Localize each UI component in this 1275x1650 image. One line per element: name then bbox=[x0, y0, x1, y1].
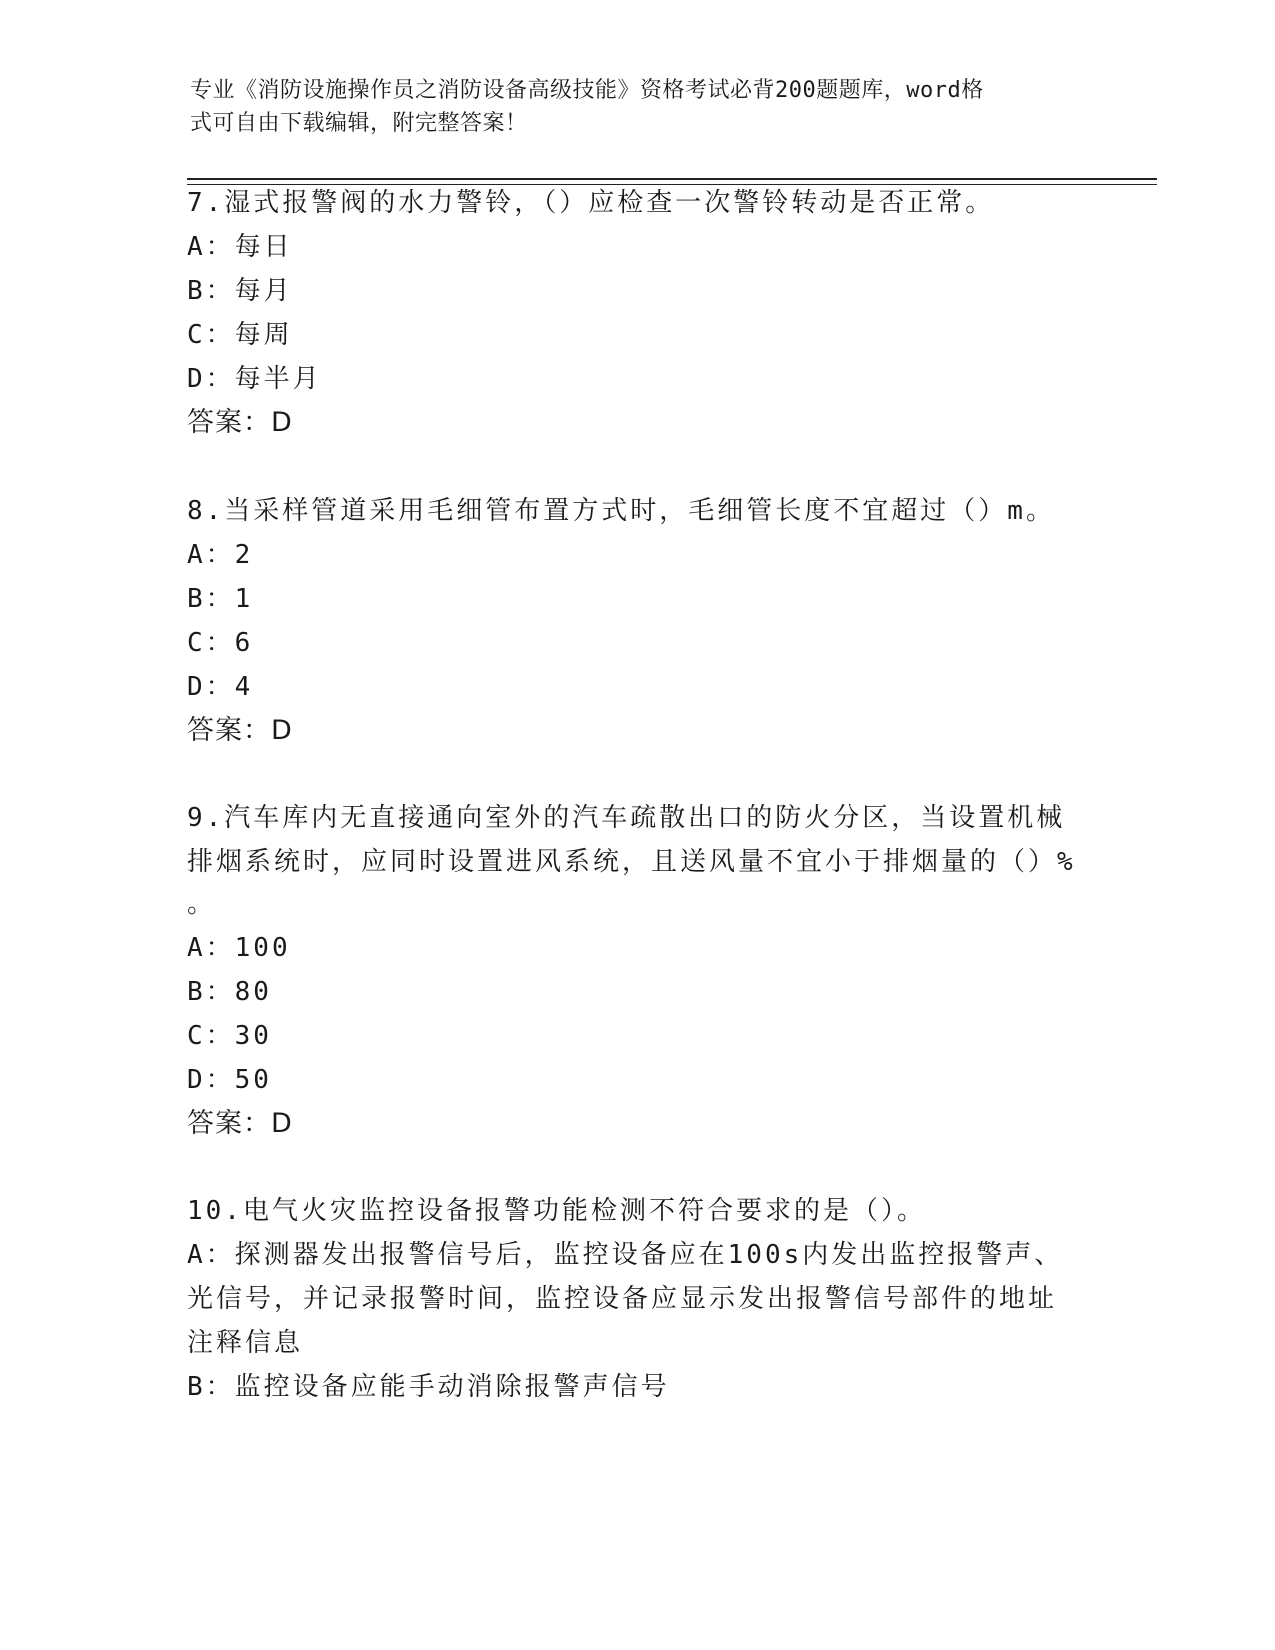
question-7-stem: 7.湿式报警阀的水力警铃，（）应检查一次警铃转动是否正常。 bbox=[187, 188, 995, 218]
question-9-stem-line-3: 。 bbox=[187, 889, 217, 919]
question-7-option-c: C：每周 bbox=[187, 320, 293, 350]
question-8-option-b: B：1 bbox=[187, 584, 254, 614]
question-7-option-b: B：每月 bbox=[187, 276, 293, 306]
question-9-option-a: A：100 bbox=[187, 933, 291, 963]
question-8-option-d: D：4 bbox=[187, 672, 254, 702]
question-7-option-a: A：每日 bbox=[187, 232, 293, 262]
question-10-option-b: B：监控设备应能手动消除报警声信号 bbox=[187, 1372, 670, 1402]
question-10-option-a-line-1: A：探测器发出报警信号后，监控设备应在100s内发出监控报警声、 bbox=[187, 1240, 1064, 1270]
question-8-stem: 8.当采样管道采用毛细管布置方式时，毛细管长度不宜超过（）m。 bbox=[187, 496, 1055, 526]
question-9-stem-line-2: 排烟系统时，应同时设置进风系统，且送风量不宜小于排烟量的（）% bbox=[187, 847, 1076, 877]
question-9-stem-line-1: 9.汽车库内无直接通向室外的汽车疏散出口的防火分区，当设置机械 bbox=[187, 803, 1066, 833]
question-9-option-b: B：80 bbox=[187, 977, 272, 1007]
document-header bbox=[190, 74, 1090, 140]
question-10-stem: 10.电气火灾监控设备报警功能检测不符合要求的是（）。 bbox=[187, 1196, 926, 1226]
question-8-option-a: A：2 bbox=[187, 540, 254, 570]
question-10-option-a-line-3: 注释信息 bbox=[187, 1328, 304, 1358]
question-8-answer: 答案：D bbox=[187, 715, 293, 746]
question-8-option-c: C：6 bbox=[187, 628, 254, 658]
header-divider-thin bbox=[187, 184, 1157, 185]
question-7-answer: 答案：D bbox=[187, 407, 293, 438]
question-10-option-a-line-2: 光信号，并记录报警时间，监控设备应显示发出报警信号部件的地址 bbox=[187, 1284, 1058, 1314]
question-9-option-c: C：30 bbox=[187, 1021, 272, 1051]
header-divider-thick bbox=[187, 178, 1157, 180]
question-7-option-d: D：每半月 bbox=[187, 364, 322, 394]
question-9-answer: 答案：D bbox=[187, 1108, 293, 1139]
header-line-2: 式可自由下载编辑，附完整答案！ bbox=[190, 111, 528, 136]
header-line-1: 专业《消防设施操作员之消防设备高级技能》资格考试必背200题题库，word格 bbox=[190, 78, 984, 103]
question-9-option-d: D：50 bbox=[187, 1065, 272, 1095]
